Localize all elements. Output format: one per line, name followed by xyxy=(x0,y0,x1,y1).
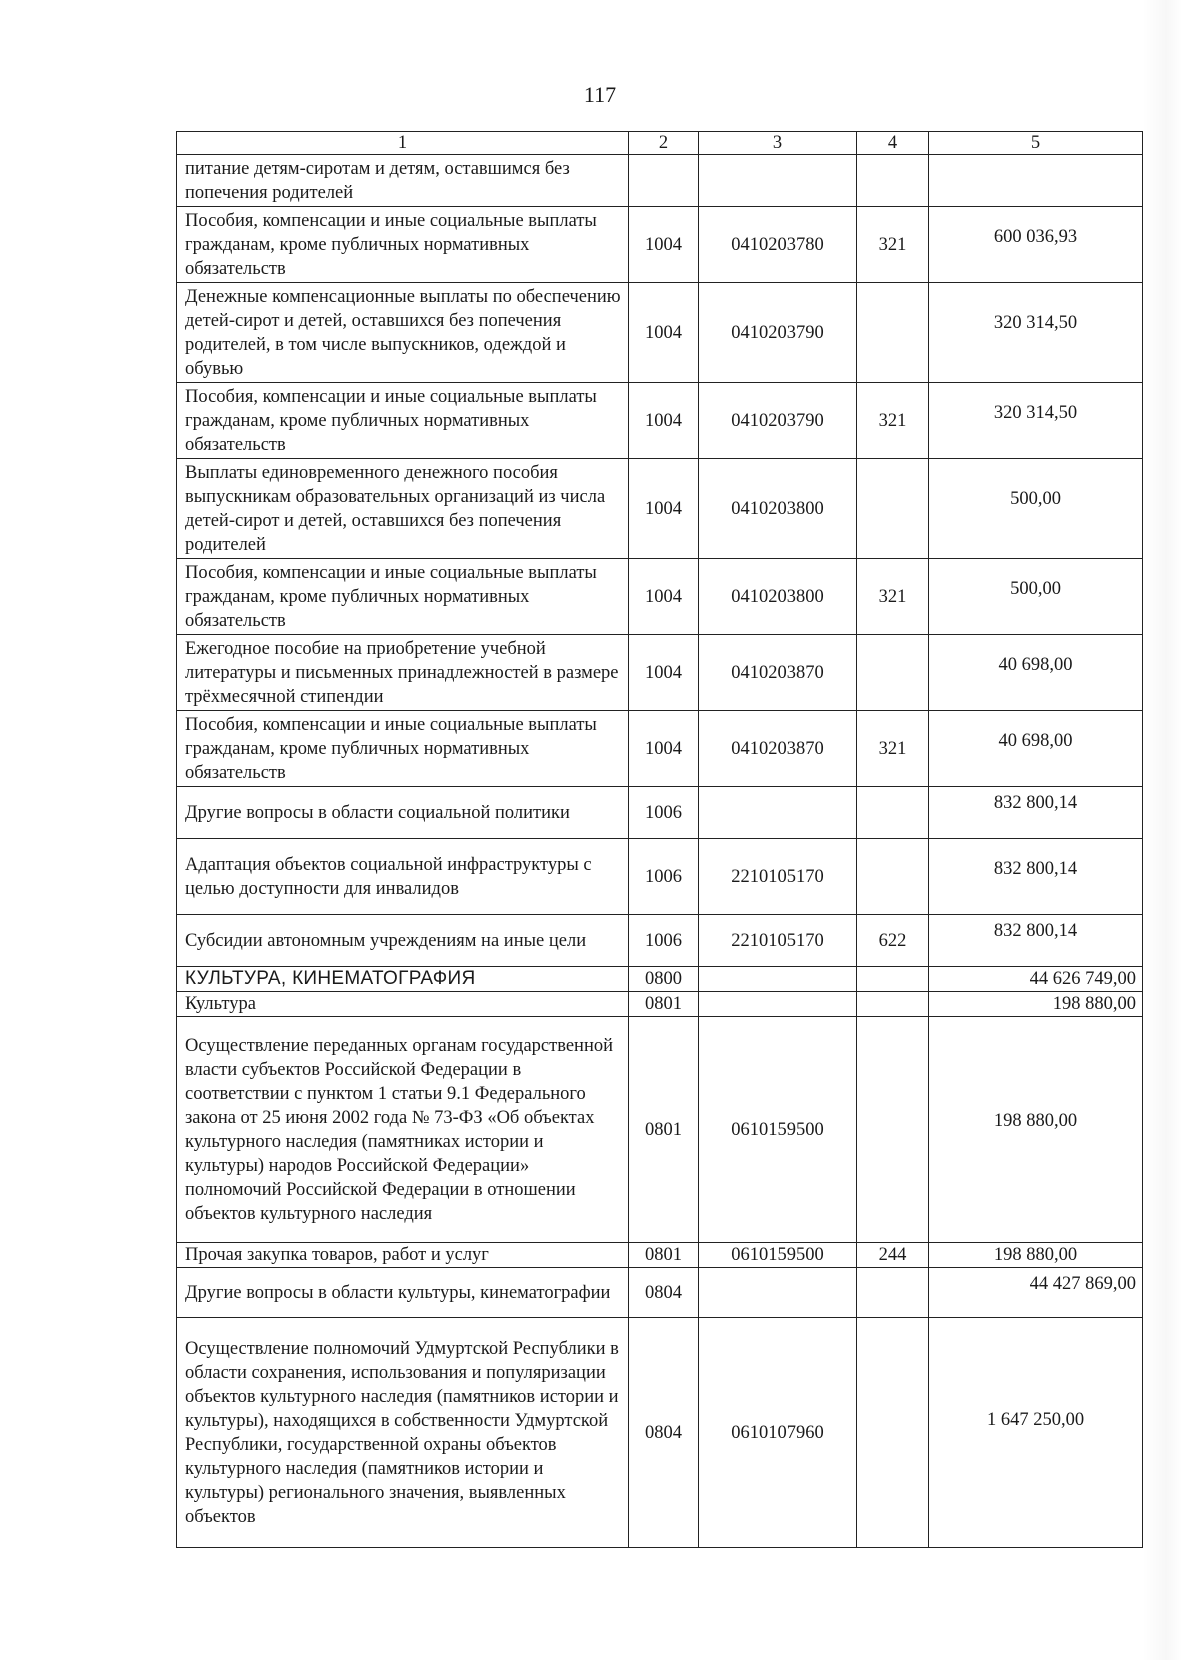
row-name: Выплаты единовременного денежного пособия выпускникам образовательных организаций из числа детей-сирот и детей, оставшихся без попечения родителей xyxy=(177,459,629,559)
row-vr xyxy=(857,635,929,711)
row-name: Пособия, компенсации и иные социальные выплаты гражданам, кроме публичных нормативных обязательств xyxy=(177,383,629,459)
row-target xyxy=(699,992,857,1017)
row-name: Прочая закупка товаров, работ и услуг xyxy=(177,1243,629,1268)
row-vr xyxy=(857,967,929,992)
row-name: Другие вопросы в области культуры, кинематографии xyxy=(177,1268,629,1318)
row-amount: 1 647 250,00 xyxy=(929,1318,1143,1548)
row-vr xyxy=(857,283,929,383)
row-section: 1006 xyxy=(629,839,699,915)
row-amount: 832 800,14 xyxy=(929,915,1143,967)
row-name: питание детям-сиротам и детям, оставшимся без попечения родителей xyxy=(177,155,629,207)
table-row xyxy=(177,711,1143,787)
row-target: 0410203790 xyxy=(699,383,857,459)
table-row xyxy=(177,1017,1143,1243)
row-name: Адаптация объектов социальной инфраструктуры с целью доступности для инвалидов xyxy=(177,839,629,915)
row-name: Пособия, компенсации и иные социальные выплаты гражданам, кроме публичных нормативных обязательств xyxy=(177,207,629,283)
row-vr: 622 xyxy=(857,915,929,967)
row-name: Другие вопросы в области социальной политики xyxy=(177,787,629,839)
table-row xyxy=(177,207,1143,283)
row-amount: 198 880,00 xyxy=(929,1017,1143,1243)
row-section: 1004 xyxy=(629,207,699,283)
row-vr: 244 xyxy=(857,1243,929,1268)
row-section: 0800 xyxy=(629,967,699,992)
row-amount: 500,00 xyxy=(929,559,1143,635)
row-section: 1004 xyxy=(629,283,699,383)
row-target: 0610107960 xyxy=(699,1318,857,1548)
row-vr xyxy=(857,1318,929,1548)
row-section: 1004 xyxy=(629,635,699,711)
row-target: 0410203800 xyxy=(699,459,857,559)
row-amount: 44 427 869,00 xyxy=(929,1268,1143,1318)
row-amount: 320 314,50 xyxy=(929,383,1143,459)
row-name: КУЛЬТУРА, КИНЕМАТОГРАФИЯ xyxy=(177,967,629,992)
row-section xyxy=(629,155,699,207)
header-col-4: 4 xyxy=(857,132,929,155)
row-target: 2210105170 xyxy=(699,915,857,967)
row-amount: 832 800,14 xyxy=(929,839,1143,915)
header-col-5: 5 xyxy=(929,132,1143,155)
row-target: 0410203870 xyxy=(699,635,857,711)
table-row xyxy=(177,459,1143,559)
row-target: 0410203780 xyxy=(699,207,857,283)
table-row xyxy=(177,559,1143,635)
row-target: 0610159500 xyxy=(699,1017,857,1243)
row-section: 1006 xyxy=(629,915,699,967)
row-name: Осуществление полномочий Удмуртской Республики в области сохранения, использования и популяризации объектов культурного наследия (памятников истории и культуры), находящихся в собственности Удмуртской Республики, государственной охраны объектов культурного наследия (памятников истории и культуры) регионального значения, выявленных объектов xyxy=(177,1318,629,1548)
row-name: Осуществление переданных органам государственной власти субъектов Российской Федерации в соответствии с пунктом 1 статьи 9.1 Федерального закона от 25 июня 2002 года № 73-ФЗ «Об объектах культурного наследия (памятниках истории и культуры) народов Российской Федерации» полномочий Российской Федерации в отношении объектов культурного наследия xyxy=(177,1017,629,1243)
row-section: 0801 xyxy=(629,1017,699,1243)
table-row xyxy=(177,383,1143,459)
row-amount: 320 314,50 xyxy=(929,283,1143,383)
row-name: Денежные компенсационные выплаты по обеспечению детей-сирот и детей, оставшихся без попечения родителей, в том числе выпускников, одеждой и обувью xyxy=(177,283,629,383)
row-section: 1004 xyxy=(629,459,699,559)
row-vr xyxy=(857,787,929,839)
row-amount: 198 880,00 xyxy=(929,1243,1143,1268)
row-amount: 198 880,00 xyxy=(929,992,1143,1017)
row-target xyxy=(699,155,857,207)
header-col-1: 1 xyxy=(177,132,629,155)
row-name: Ежегодное пособие на приобретение учебной литературы и письменных принадлежностей в размере трёхмесячной стипендии xyxy=(177,635,629,711)
row-section: 1006 xyxy=(629,787,699,839)
row-section: 1004 xyxy=(629,383,699,459)
page-number: 117 xyxy=(583,82,617,107)
row-section: 0801 xyxy=(629,992,699,1017)
table-row xyxy=(177,1268,1143,1318)
row-section: 0804 xyxy=(629,1268,699,1318)
table-row xyxy=(177,992,1143,1017)
table-row xyxy=(177,1318,1143,1548)
table-row xyxy=(177,1243,1143,1268)
row-vr xyxy=(857,1268,929,1318)
row-amount: 500,00 xyxy=(929,459,1143,559)
row-target: 2210105170 xyxy=(699,839,857,915)
table-row xyxy=(177,155,1143,207)
row-name: Пособия, компенсации и иные социальные выплаты гражданам, кроме публичных нормативных обязательств xyxy=(177,711,629,787)
row-target: 0410203870 xyxy=(699,711,857,787)
row-section: 1004 xyxy=(629,559,699,635)
row-target: 0610159500 xyxy=(699,1243,857,1268)
row-vr: 321 xyxy=(857,559,929,635)
row-name: Субсидии автономным учреждениям на иные цели xyxy=(177,915,629,967)
row-section: 0804 xyxy=(629,1318,699,1548)
header-col-2: 2 xyxy=(629,132,699,155)
row-amount: 832 800,14 xyxy=(929,787,1143,839)
row-amount xyxy=(929,155,1143,207)
row-target xyxy=(699,967,857,992)
table-row xyxy=(177,787,1143,839)
scan-edge-shadow xyxy=(1142,0,1182,1660)
row-vr: 321 xyxy=(857,711,929,787)
table-row xyxy=(177,915,1143,967)
row-name: Пособия, компенсации и иные социальные выплаты гражданам, кроме публичных нормативных обязательств xyxy=(177,559,629,635)
row-section: 1004 xyxy=(629,711,699,787)
table-row xyxy=(177,635,1143,711)
row-vr xyxy=(857,459,929,559)
row-amount: 44 626 749,00 xyxy=(929,967,1143,992)
row-vr: 321 xyxy=(857,207,929,283)
row-section: 0801 xyxy=(629,1243,699,1268)
row-amount: 40 698,00 xyxy=(929,711,1143,787)
row-target: 0410203790 xyxy=(699,283,857,383)
row-target xyxy=(699,1268,857,1318)
row-vr xyxy=(857,992,929,1017)
row-amount: 40 698,00 xyxy=(929,635,1143,711)
row-target: 0410203800 xyxy=(699,559,857,635)
row-vr: 321 xyxy=(857,383,929,459)
row-vr xyxy=(857,155,929,207)
header-row xyxy=(177,132,1143,155)
row-target xyxy=(699,787,857,839)
table-row xyxy=(177,967,1143,992)
budget-table xyxy=(176,131,1143,1548)
row-vr xyxy=(857,1017,929,1243)
row-vr xyxy=(857,839,929,915)
table-row xyxy=(177,839,1143,915)
table-row xyxy=(177,283,1143,383)
row-name: Культура xyxy=(177,992,629,1017)
row-amount: 600 036,93 xyxy=(929,207,1143,283)
header-col-3: 3 xyxy=(699,132,857,155)
